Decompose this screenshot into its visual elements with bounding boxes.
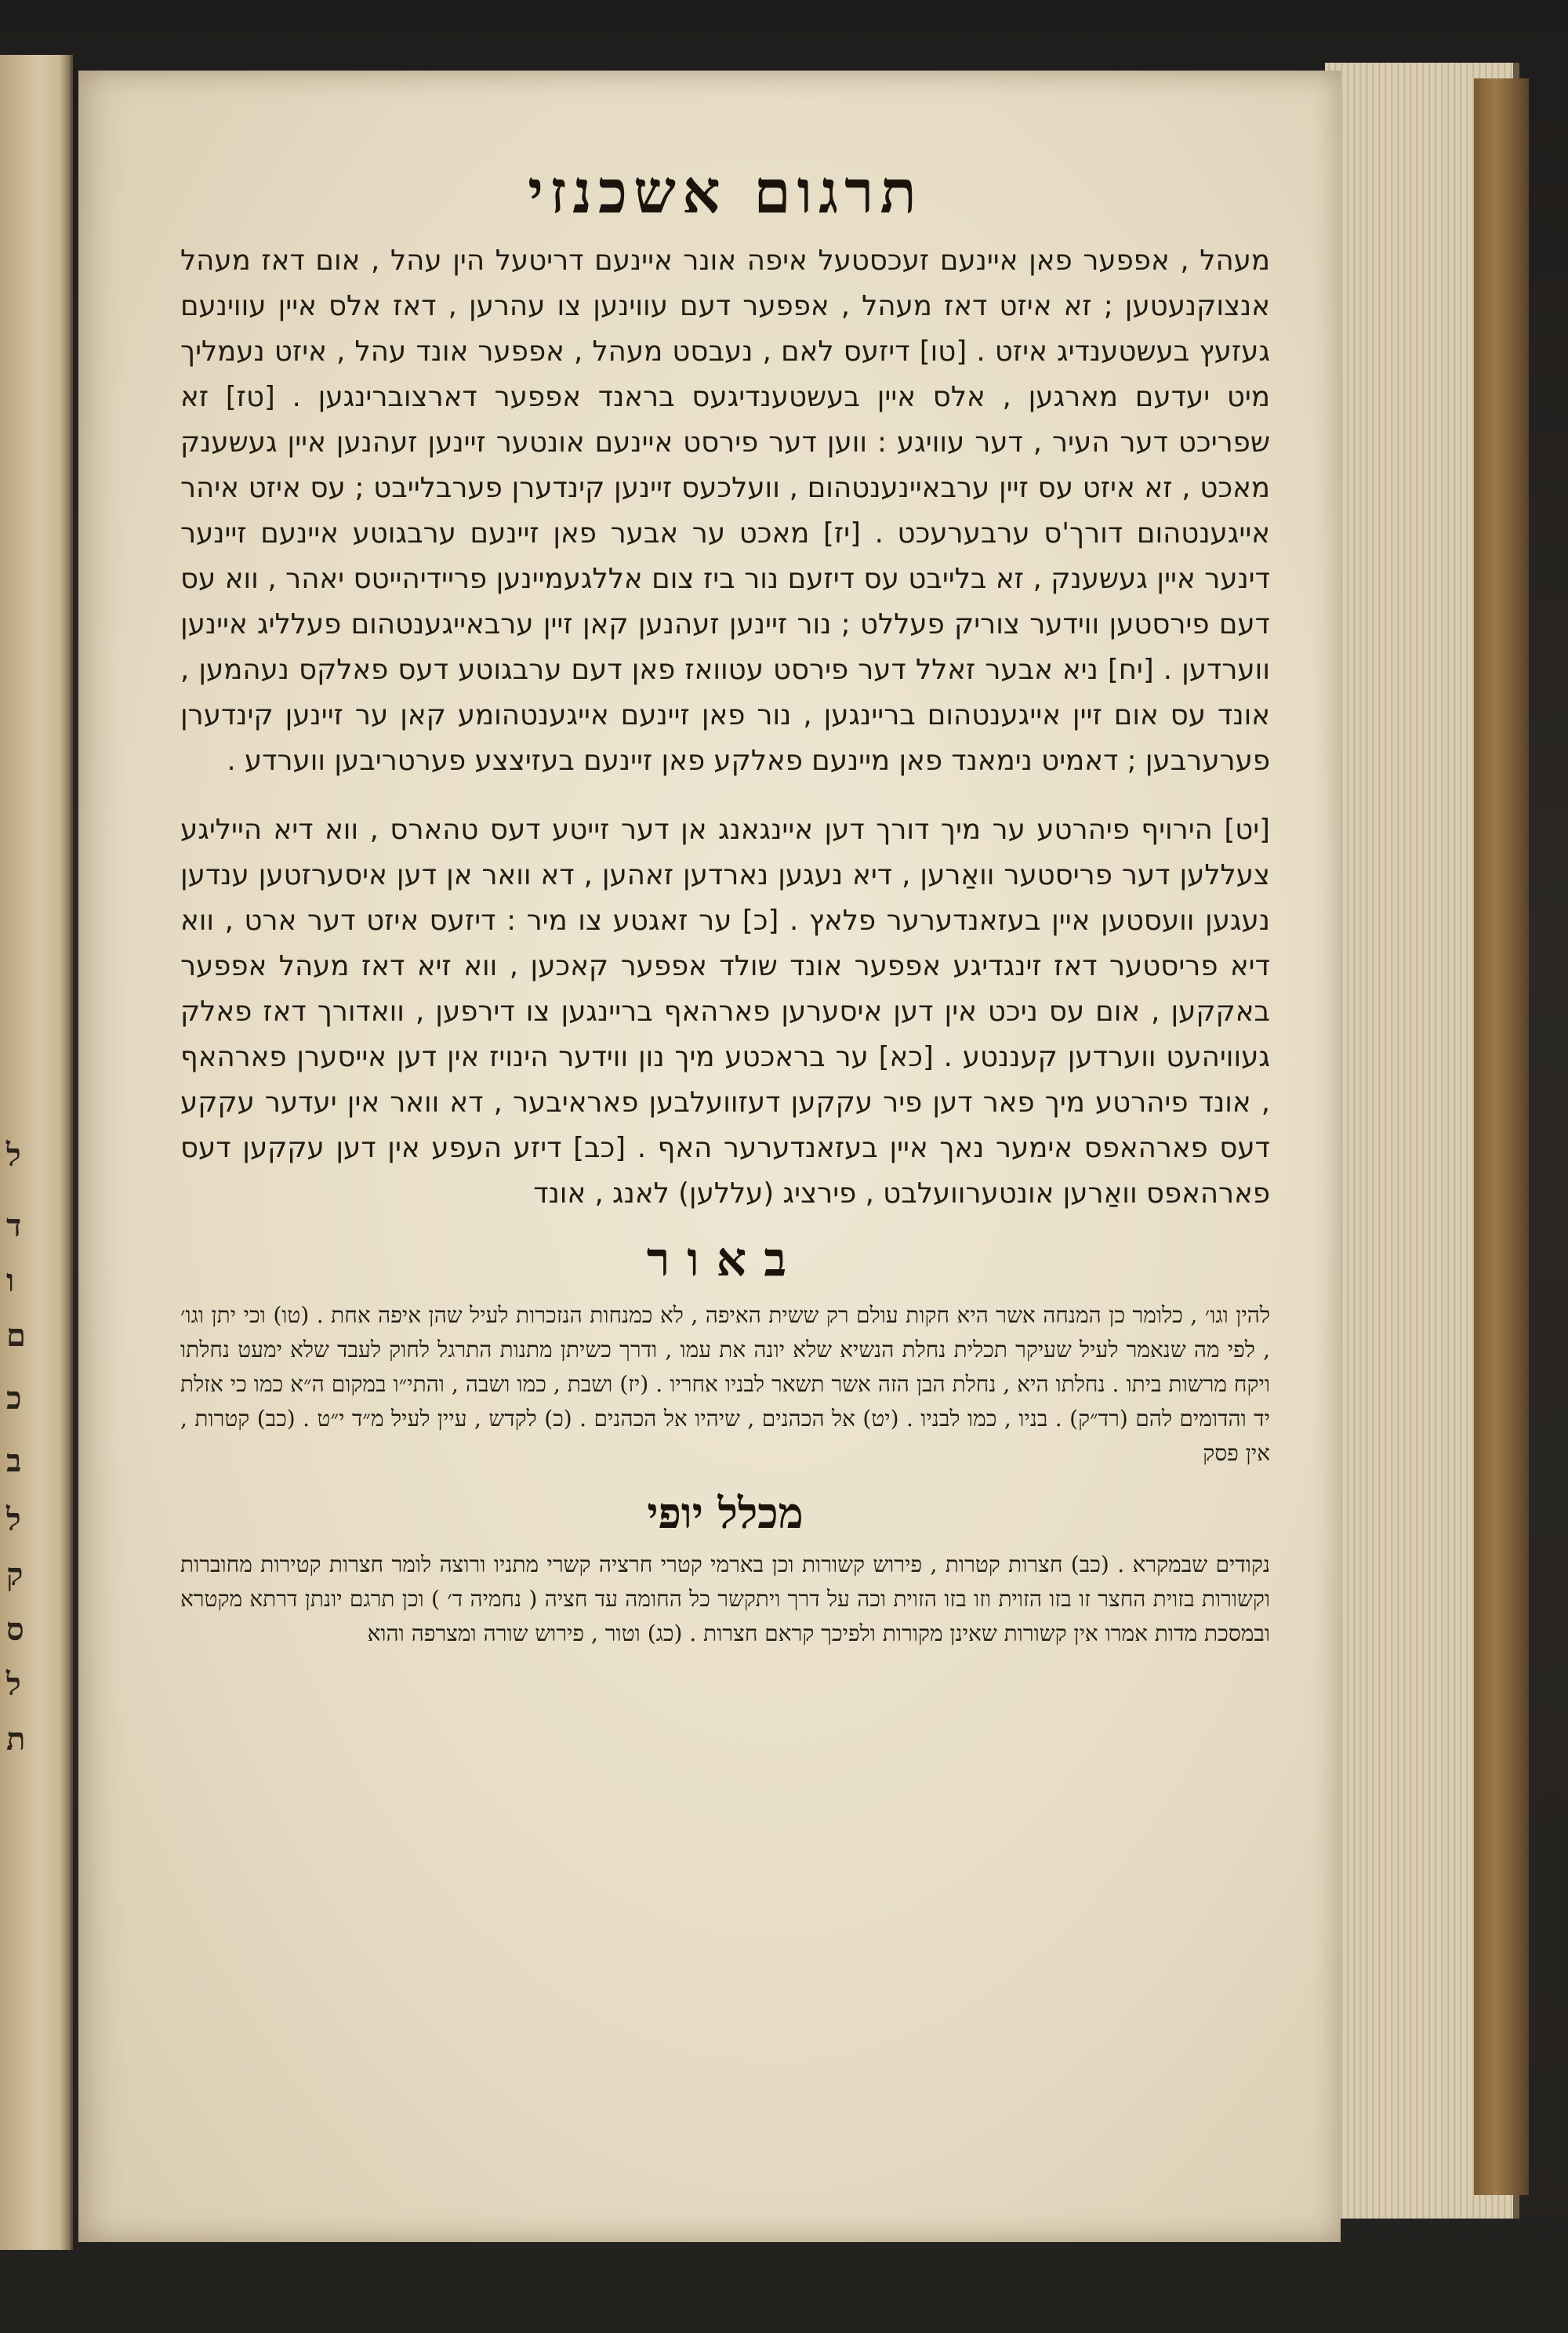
left-margin-glyph: ת bbox=[6, 1721, 26, 1758]
translation-paragraph-2: [יט] הירויף פיהרטע ער מיך דורך דען איינגאנג אן דער זייטע דעס טהארס , ווא דיא הייליגע צעללען דער פריסטער וואַרען , דיא נעגען נארדען זאהען , דא וואר אן דען איסערזטען ענדען נעגען וועסטען איין בעזאנדערער פלאץ . [כ] ער זאגטע צו מיר : דיזעס איזט דער ארט , ווא דיא פריסטער דאז זינגדיגע אפפער אונד שולד אפפער קאכען , ווא זיא דאז מעהל אפפער באקקען , אום עס ניכט אין דען איסערען פארהאף בריינגען צו דירפען , וואדורך דאז פאלק געוויהעט ווערדען קעננטע . [כא] ער בראכטע מיך נון ווידער הינויז אין דען אייסערן פארהאף , אונד פיהרטע מיך פאר דען פיר עקקען דעזוועלבען פאראיבער , דא וואר אין יעדער עקקע דעס פארהאפס אימער נאך איין בעזאנדערער האף . [כב] דיזע העפע אין דען עקקען דעס פארהאפס וואַרען אונטערוועלבט , פירציג (עללען) לאנג , אונד bbox=[180, 814, 1270, 1210]
beur-heading: באור bbox=[646, 1232, 804, 1287]
left-margin-glyph: ל bbox=[6, 1666, 21, 1703]
book-page bbox=[78, 71, 1341, 2242]
mikhlal-yofi-commentary: נקודים שבמקרא . (כב) חצרות קטרות , פירוש קשורות וכן בארמי קטרי חרציה קשרי מתניו ורוצה לומר חצרות קטירות מחוברות וקשורות בזוית החצר זו בזו הזוית וזו בזו הזוית וכה על דרך ויתקשר כל החומה עד חציה ( נחמיה ד׳ ) וכן תרגם יונתן דרתא מקטרא ובמסכת מדות אמרו אין קשורות שאינן מקורות ולפיכך קראם חצרות . (כג) וטור , פירוש שורה ומצרפה והוא bbox=[180, 1551, 1270, 1646]
left-margin-glyph: ס bbox=[6, 1611, 24, 1648]
left-margin-glyph: ד bbox=[6, 1207, 22, 1244]
page-content bbox=[180, 157, 1270, 2164]
book-cover-edge bbox=[1474, 78, 1529, 2195]
left-margin-glyph: ל bbox=[6, 1501, 21, 1538]
mikhlal-yofi-heading: מכלל יופי bbox=[647, 1488, 804, 1538]
translation-paragraph-1: מעהל , אפפער פאן איינעם זעכסטעל איפה אונר איינעם דריטעל הין עהל , אום דאז מעהל אנצוקנעטען ; זא איזט דאז מעהל , אפפער דעם עווינען צו עהרען , דאז אלס איין עווינעם געזעץ בעשטענדיג איזט . [טו] דיזעס לאם , נעבסט מעהל , אפפער אונד עהל , איזט נעמליך מיט יעדעם מארגען , אלס איין בעשטענדיגעס בראנד אפפער דארצוברינגען . [טז] זא שפריכט דער העיר , דער עוויגע : ווען דער פירסט איינעם אונטער זיינען זעהנען איין געשענק מאכט , זא איזט עס זיין ערבאיינענטהום , וועלכעס זיינען קינדערן פערבלייבט ; עס איזט איהר אייגענטהום דורך'ס ערבערעכט . [יז] מאכט ער אבער פאן זיינעם ערבגוטע איינעם זיינער דינער איין געשענק , זא בלייבט עס דיזעם נור ביז צום אללגעמיינען פריידיהייטס יאהר , ווא עס דעם פירסטען ווידער צוריק פעללט ; נור זיינען זעהנען קאן זיין ערבאייגענטהום פעלליג איינען ווערדען . [יח] ניא אבער זאלל דער פירסט עטוואז פאן דעם ערבגוטע דעס פאלקס נעהמען , אונד עס אום זיין אייגענטהום בריינגען , נור פאן זיינעם אייגענטהומע קאן ער זיינען קינדערן פערערבען ; דאמיט נימאנד פאן מיינעם פאלקע פאן זיינעם בעזיצצע פערטריבען ווערדע . bbox=[180, 245, 1270, 777]
left-margin-glyph: ל bbox=[6, 1137, 21, 1174]
left-page-edge bbox=[0, 55, 73, 2250]
left-margin-glyph: ו bbox=[6, 1262, 15, 1299]
left-margin-glyph: ב bbox=[6, 1442, 22, 1479]
left-margin-glyph: ם bbox=[6, 1317, 26, 1354]
beur-commentary: להין וגו׳ , כלומר כן המנחה אשר היא חקות עולם רק ששית האיפה , לא כמנחות הנזכרות לעיל שהן איפה אחת . (טו) וכי יתן וגו׳ , לפי מה שנאמר לעיל שעיקר תכלית נחלת הנשיא שלא יונה את עמו , ודרך כשיתן מתנות התרגל לחוק לעבד שלא ימעט נחלתו ויקח מרשות ביתו . נחלתו היא , נחלת הבן הזה אשר תשאר לבניו אחריו . (יז) ושבת , כמו ושבה , והתי״ו במקום ה״א כמו כי אזלת יד והדומים להם (רד״ק) . בניו , כמו לבניו . (יט) אל הכהנים , שיהיו אל הכהנים . (כ) לקדש , עיין לעיל מ״ד י״ט . (כב) קטרות , אין פסק bbox=[180, 1302, 1270, 1466]
page-title: תרגום אשכנזי bbox=[528, 157, 923, 227]
left-margin-glyph: כ bbox=[6, 1380, 22, 1417]
left-margin-glyph: ק bbox=[6, 1556, 24, 1593]
